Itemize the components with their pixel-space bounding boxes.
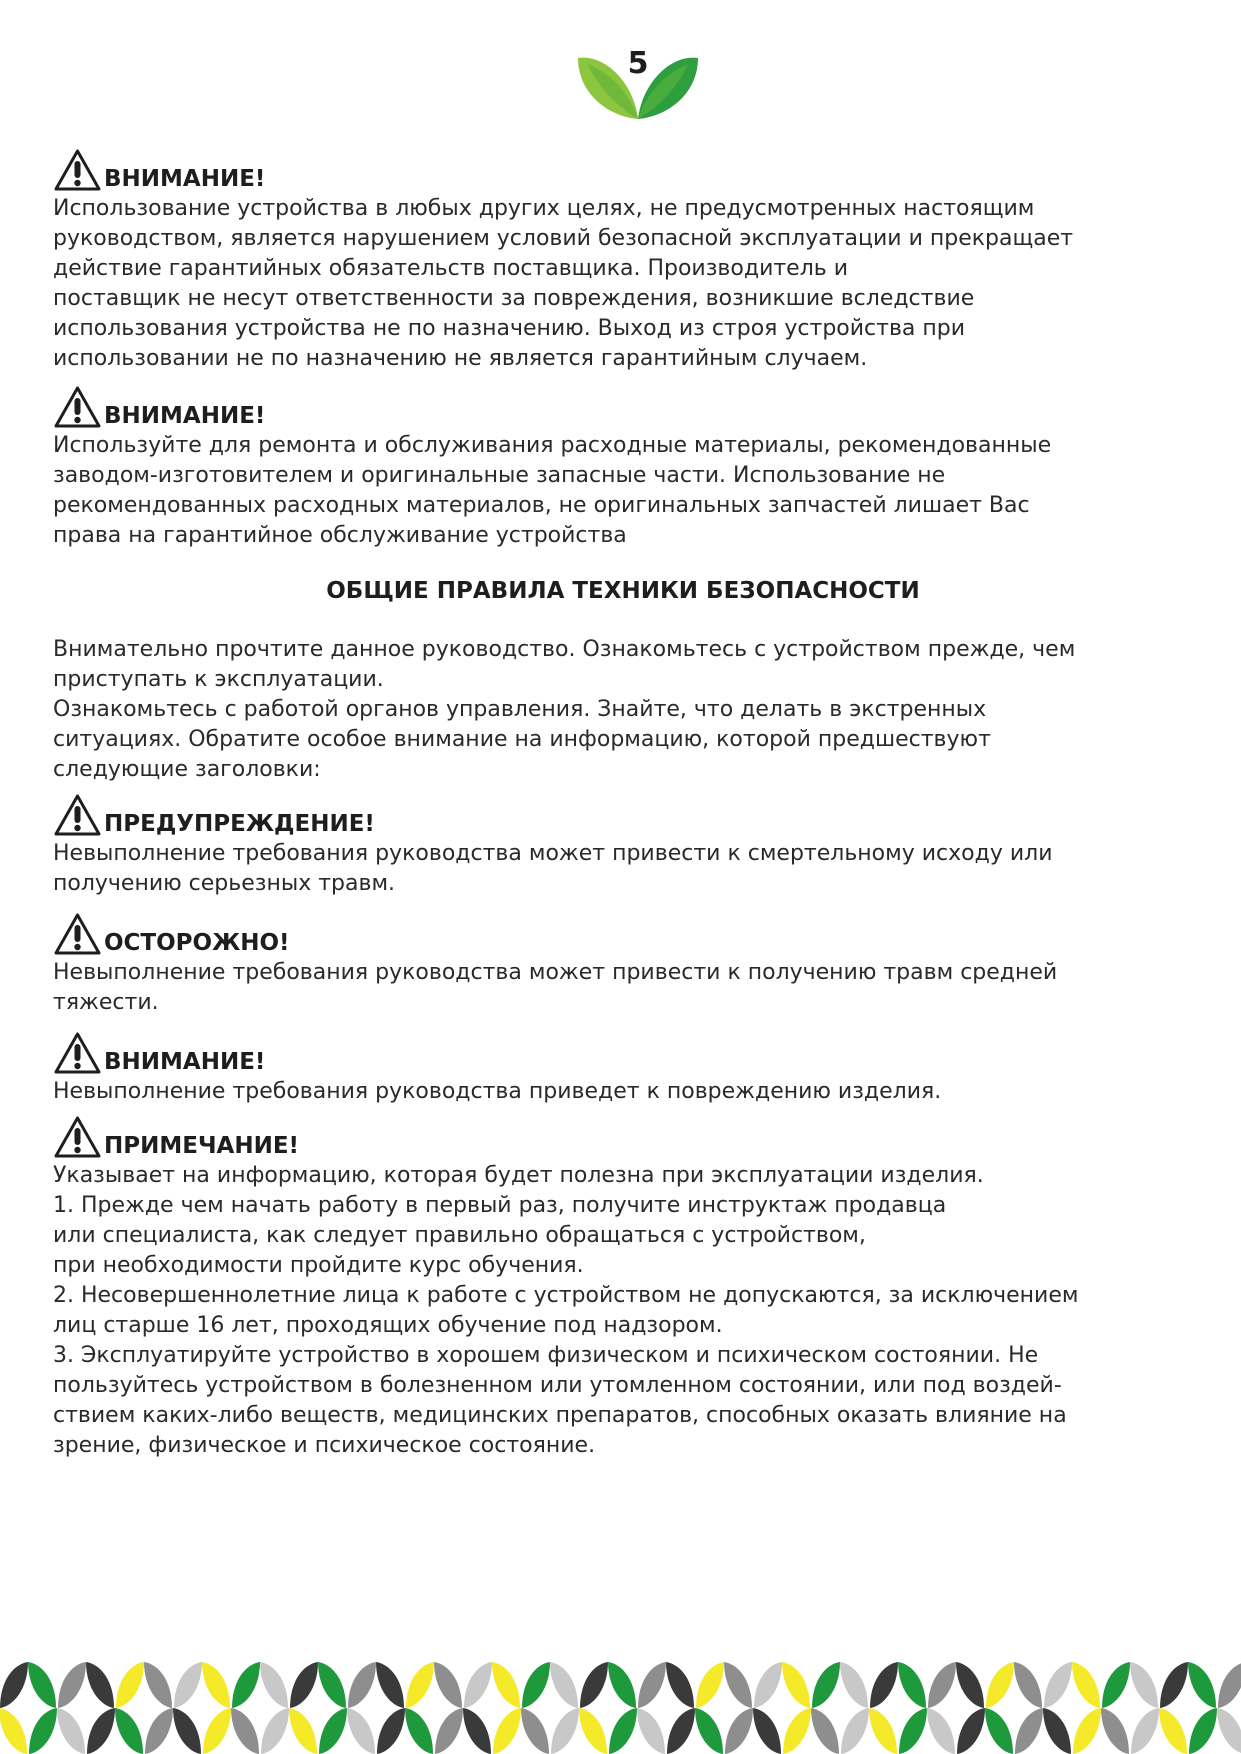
footer-leaf-shape [376, 1662, 404, 1708]
warning-triangle-icon [53, 793, 102, 837]
footer-leaf-shape [724, 1662, 752, 1708]
warning-block [53, 148, 1193, 374]
section-intro: Внимательно прочтите данное руководство. Ознакомьтесь с устройством прежде, чем приступать к эксплуатации. Ознакомьтесь с работой органов управления. Знайте, что делать в экстренных ситуациях. Обратите особое внимание на информацию, которой предшествуют следующие заголовки: [53, 637, 1076, 782]
warning-triangle-icon [53, 148, 102, 192]
footer-leaf-shape [115, 1708, 143, 1754]
footer-leaf-shape [522, 1662, 550, 1708]
signal-word-block [53, 793, 1193, 899]
footer-leaf-shape [377, 1708, 405, 1754]
footer-leaf-shape [608, 1662, 636, 1708]
footer-leaf-shape [203, 1708, 231, 1754]
footer-leaf-shape [173, 1708, 201, 1754]
footer-leaf-shape [812, 1662, 840, 1708]
signal-word-title: ВНИМАНИЕ! [104, 1049, 266, 1075]
footer-leaf-shape [405, 1708, 433, 1754]
footer-leaf-shape [202, 1662, 230, 1708]
footer-leaf-shape [725, 1708, 753, 1754]
signal-word-block [53, 912, 1193, 1018]
footer-leaf-shape [782, 1662, 810, 1708]
footer-leaf-shape [666, 1662, 694, 1708]
footer-leaf-shape [145, 1708, 173, 1754]
footer-leaf-shape [1043, 1708, 1071, 1754]
footer-leaf-shape [1131, 1708, 1159, 1754]
signal-word-text: Невыполнение требования руководства приведет к повреждению изделия. [53, 1079, 942, 1104]
footer-leaf-shape [1044, 1662, 1072, 1708]
footer-leaf-shape [927, 1708, 955, 1754]
footer-leaf-shape [1189, 1708, 1217, 1754]
footer-leaf-shape [840, 1662, 868, 1708]
footer-leaf-shape [464, 1662, 492, 1708]
page-content [53, 148, 1193, 1461]
footer-leaf-shape [580, 1662, 608, 1708]
footer-leaf-shape [0, 1662, 28, 1708]
signal-word-text: Невыполнение требования руководства может привести к смертельному исходу или получению серьезных травм. [53, 841, 1053, 896]
signal-word-text: Указывает на информацию, которая будет полезна при эксплуатации изделия. 1. Прежде чем начать работу в первый раз, получите инструктаж продавца или специалиста, как следует правильно обращаться с устройством, при необходимости пройдите курс обучения. 2. Несовершеннолетние лица к работе с устройством не допускаются, за исключением лиц старше 16 лет, проходящих обучение под надзором. 3. Эксплуатируйте устройство в хорошем физическом и психическом состоянии. Не пользуйтесь устройством в болезненном или утомленном состоянии, или под воздей- ствием каких-либо веществ, медицинских препаратов, способных оказать влияние на зрение, физическое и психическое состояние. [53, 1163, 1079, 1458]
footer-leaf-shape [667, 1708, 695, 1754]
signal-word-title: ПРИМЕЧАНИЕ! [104, 1133, 300, 1159]
footer-leaf-shape [986, 1662, 1014, 1708]
footer-leaf-shape [406, 1662, 434, 1708]
signal-word-text: Невыполнение требования руководства может привести к получению травм средней тяжести. [53, 960, 1058, 1015]
footer-leaf-shape [695, 1708, 723, 1754]
footer-leaf-shape [754, 1662, 782, 1708]
warning-title: ВНИМАНИЕ! [104, 403, 266, 429]
signal-word-block [53, 1031, 1193, 1107]
warning-text: Используйте для ремонта и обслуживания расходные материалы, рекомендованные заводом-изготовителем и оригинальные запасные части. Использование не рекомендованных расходных материалов, не оригинальных запчастей лишает Вас права на гарантийное обслуживание устройства [53, 433, 1052, 548]
footer-leaf-shape [870, 1662, 898, 1708]
footer-leaf-shape [1217, 1708, 1241, 1754]
warning-triangle-icon [53, 1115, 102, 1159]
footer-leaf-shape [463, 1708, 491, 1754]
footer-leaf-shape [638, 1662, 666, 1708]
footer-leaf-shape [957, 1708, 985, 1754]
footer-leaf-shape [348, 1662, 376, 1708]
footer-leaf-shape [58, 1662, 86, 1708]
footer-leaf-shape [1102, 1662, 1130, 1708]
footer-leaf-shape [609, 1708, 637, 1754]
footer-leaf-shape [260, 1662, 288, 1708]
footer-leaf-shape [28, 1662, 56, 1708]
footer-leaf-shape [434, 1662, 462, 1708]
warning-triangle-icon [53, 912, 102, 956]
footer-leaf-shape [86, 1662, 114, 1708]
footer-leaf-shape [116, 1662, 144, 1708]
footer-leaf-shape [521, 1708, 549, 1754]
signal-word-title: ПРЕДУПРЕЖДЕНИЕ! [104, 811, 375, 837]
warning-triangle-icon [53, 385, 102, 429]
footer-leaf-shape [493, 1708, 521, 1754]
footer-leaf-shape [579, 1708, 607, 1754]
footer-leaf-shape [492, 1662, 520, 1708]
warning-title: ВНИМАНИЕ! [104, 166, 266, 192]
footer-leaf-shape [1130, 1662, 1158, 1708]
page-number: 5 [627, 46, 649, 81]
footer-leaf-shape [1014, 1662, 1042, 1708]
footer-leaf-shape [289, 1708, 317, 1754]
footer-leaf-shape [1072, 1662, 1100, 1708]
footer-leaf-shape [290, 1662, 318, 1708]
footer-leaf-shape [637, 1708, 665, 1754]
footer-leaf-shape [1160, 1662, 1188, 1708]
footer-leaf-shape [753, 1708, 781, 1754]
footer-leaf-shape [696, 1662, 724, 1708]
footer-leaf-shape [1159, 1708, 1187, 1754]
footer-leaf-shape [87, 1708, 115, 1754]
footer-leaf-shape [985, 1708, 1013, 1754]
footer-leaf-shape [550, 1662, 578, 1708]
footer-leaf-shape [261, 1708, 289, 1754]
footer-leaf-shape [231, 1708, 259, 1754]
footer-leaf-shape [1218, 1662, 1241, 1708]
footer-leaf-shape [1015, 1708, 1043, 1754]
section-title: ОБЩИЕ ПРАВИЛА ТЕХНИКИ БЕЗОПАСНОСТИ [326, 578, 920, 604]
footer-leaf-shape [57, 1708, 85, 1754]
footer-leaf-shape [898, 1662, 926, 1708]
warning-block [53, 385, 1193, 551]
footer-leaf-shape [318, 1662, 346, 1708]
footer-leaf-shape [232, 1662, 260, 1708]
footer-leaf-shape [1188, 1662, 1216, 1708]
footer-leaf-shape [0, 1708, 27, 1754]
page-number-badge [576, 44, 700, 120]
footer-leaf-shape [1073, 1708, 1101, 1754]
footer-leaf-pattern [0, 1662, 1241, 1754]
warning-text: Использование устройства в любых других целях, не предусмотренных настоящим руководством, является нарушением условий безопасной эксплуатации и прекращает действие гарантийных обязательств поставщика. Производитель и поставщик не несут ответственности за повреждения, возникшие вследствие использования устройства не по назначению. Выход из строя устройства при использовании не по назначению не является гарантийным случаем. [53, 196, 1074, 371]
footer-leaf-shape [928, 1662, 956, 1708]
footer-leaf-shape [956, 1662, 984, 1708]
signal-word-title: ОСТОРОЖНО! [104, 930, 290, 956]
footer-leaf-shape [899, 1708, 927, 1754]
footer-leaf-shape [174, 1662, 202, 1708]
footer-leaf-shape [435, 1708, 463, 1754]
footer-leaf-shape [869, 1708, 897, 1754]
footer-leaf-shape [1101, 1708, 1129, 1754]
footer-leaf-shape [319, 1708, 347, 1754]
signal-word-block [53, 1115, 1193, 1461]
footer-leaf-shape [347, 1708, 375, 1754]
footer-leaf-shape [841, 1708, 869, 1754]
footer-leaf-shape [144, 1662, 172, 1708]
footer-leaf-shape [783, 1708, 811, 1754]
footer-leaf-shape [551, 1708, 579, 1754]
footer-leaf-shape [29, 1708, 57, 1754]
footer-leaf-shape [811, 1708, 839, 1754]
warning-triangle-icon [53, 1031, 102, 1075]
